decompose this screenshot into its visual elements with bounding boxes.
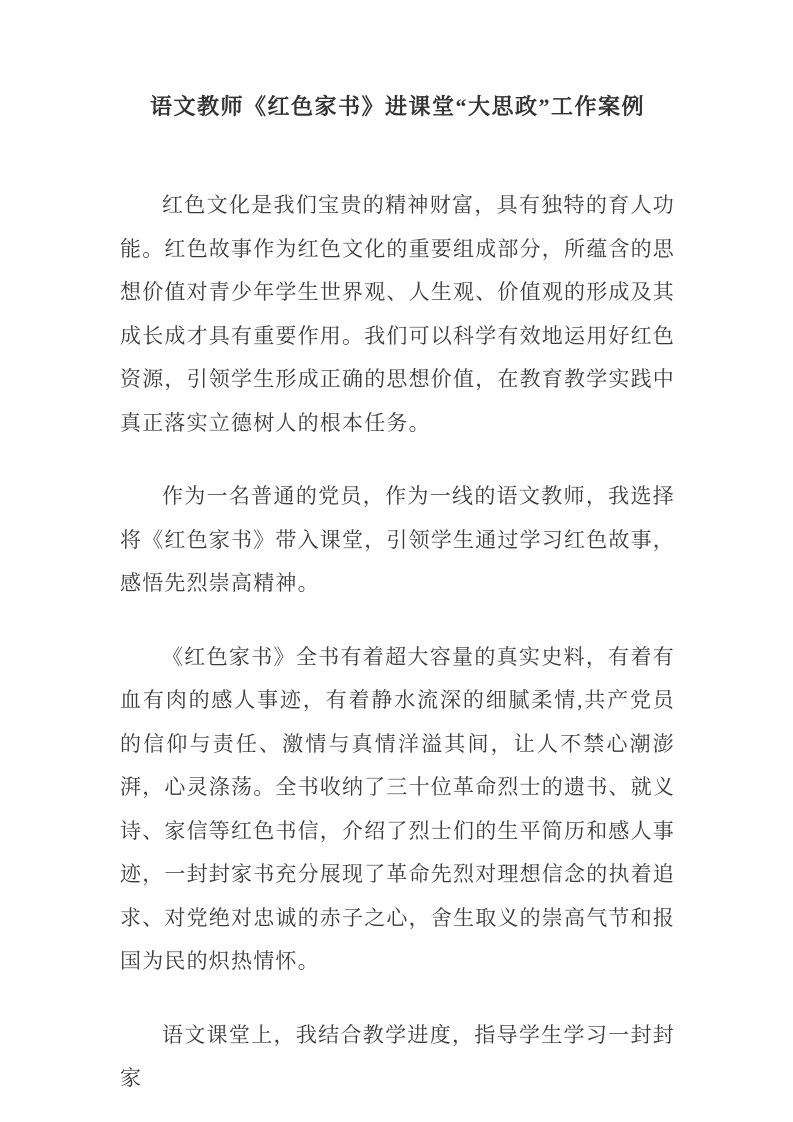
document-body bbox=[120, 184, 675, 1101]
paragraph-2: 作为一名普通的党员，作为一线的语文教师，我选择将《红色家书》带入课堂，引领学生通过学习红色故事，感悟先烈崇高精神。 bbox=[120, 484, 675, 595]
document-title: 语文教师《红色家书》进课堂“大思政”工作案例 bbox=[149, 94, 645, 119]
paragraph-1: 红色文化是我们宝贵的精神财富，具有独特的育人功能。红色故事作为红色文化的重要组成部分，所蕴含的思想价值对青少年学生世界观、人生观、价值观的形成及其成长成才具有重要作用。我们可以科学有效地运用好红色资源，引领学生形成正确的思想价值，在教育教学实践中真正落实立德树人的根本任务。 bbox=[120, 193, 675, 435]
paragraph-3: 《红色家书》全书有着超大容量的真实史料，有着有血有肉的感人事迹，有着静水流深的细腻柔情,共产党员的信仰与责任、激情与真情洋溢其间，让人不禁心潮澎湃，心灵涤荡。全书收纳了三十位革命烈士的遗书、就义诗、家信等红色书信，介绍了烈士们的生平简历和感人事迹，一封封家书充分展现了革命先烈对理想信念的执着追求、对党绝对忠诚的赤子之心，舍生取义的崇高气节和报国为民的炽热情怀。 bbox=[120, 644, 675, 973]
paragraph-4-truncated: 语文课堂上，我结合教学进度，指导学生学习一封封家 bbox=[120, 1022, 675, 1090]
